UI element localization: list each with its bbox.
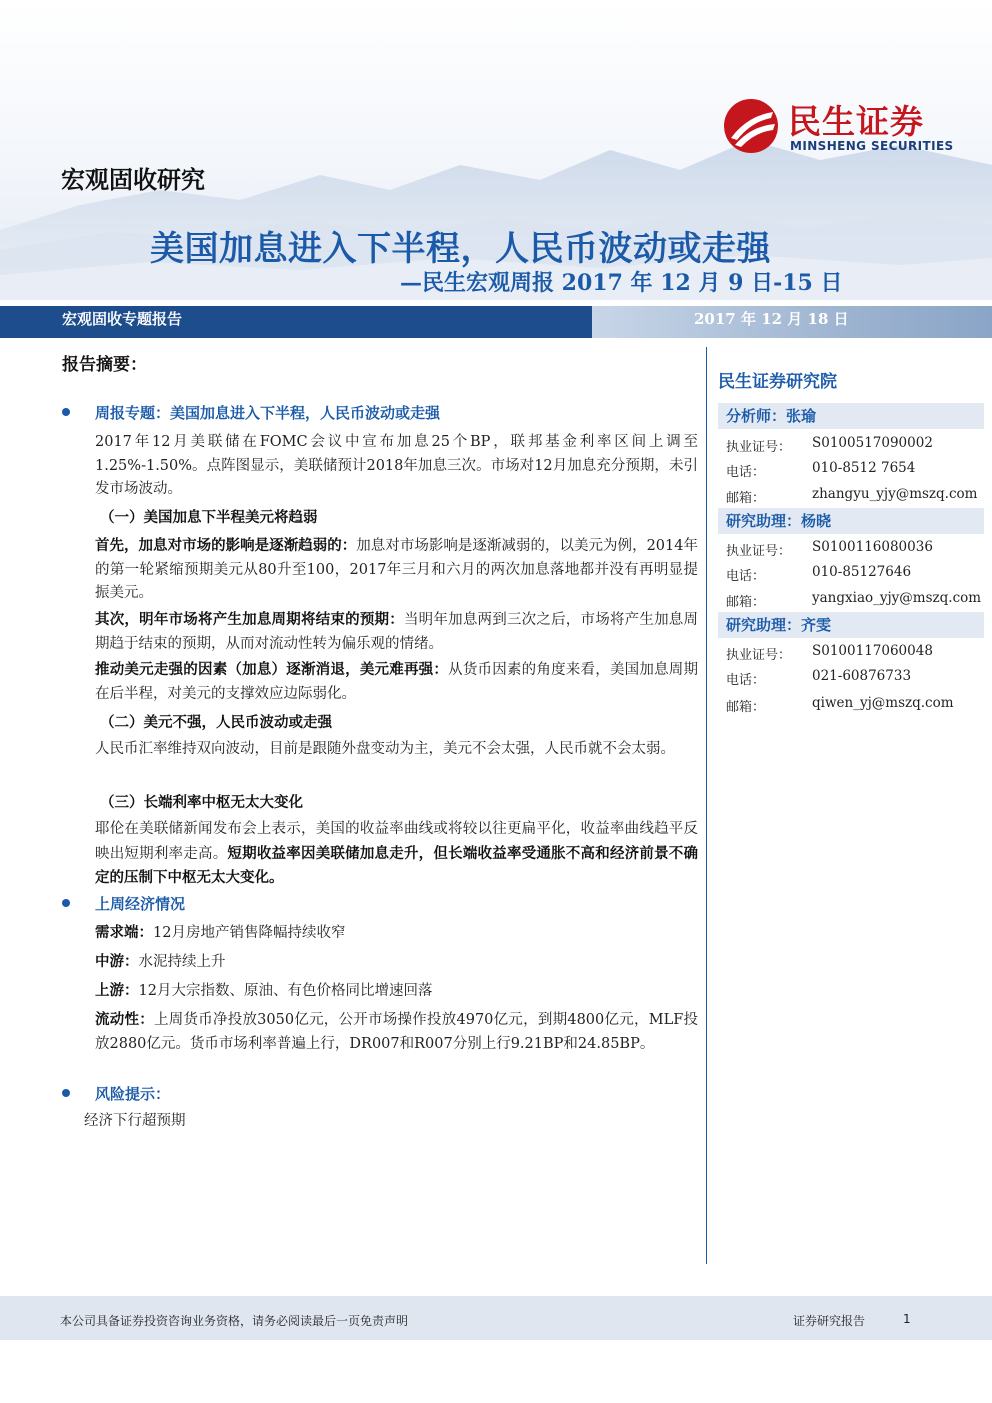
item-text: 上周货币净投放3050亿元，公开市场操作投放4970亿元，到期4800亿元，MLF投放2880亿元。货币市场利率普遍上行，DR007和R007分别上行9.21BP和24.85BP。	[95, 1012, 699, 1052]
report-type: 宏观固收专题报告	[62, 310, 183, 328]
contact-label: 邮箱：	[726, 491, 766, 506]
item-text: 12月房地产销售降幅持续收窄	[153, 925, 346, 941]
column-divider	[706, 347, 707, 1264]
page-number: 1	[903, 1312, 911, 1326]
paragraph	[95, 658, 698, 706]
contact-label: 执业证号：	[726, 544, 792, 559]
brand-name-en: MINSHENG SECURITIES	[790, 139, 954, 153]
paragraph-body: 从货币因素的角度来看，美国加息周期在后半程，对美元的支撑效应边际弱化。	[95, 662, 699, 702]
section-title: 上周经济情况	[95, 895, 186, 913]
footer-report-label: 证券研究报告	[793, 1314, 866, 1328]
paragraph	[95, 818, 698, 891]
minsheng-logo-icon	[723, 98, 779, 154]
analyst-name: 研究助理：齐雯	[726, 616, 832, 634]
section-title: 风险提示：	[95, 1085, 171, 1103]
bullet-icon	[62, 1089, 70, 1097]
contact-label: 邮箱：	[726, 700, 766, 715]
contact-label: 电话：	[726, 673, 766, 688]
item-label: 流动性：	[95, 1011, 154, 1028]
paragraph	[95, 608, 698, 656]
phone-number: 021-60876733	[812, 668, 912, 684]
bullet-icon	[62, 899, 70, 907]
email-link[interactable]: qiwen_yj@mszq.com	[812, 695, 954, 711]
footer-disclaimer: 本公司具备证券投资咨询业务资格，请务必阅读最后一页免责声明	[60, 1314, 409, 1328]
bullet-icon	[62, 408, 70, 416]
item-text: 水泥持续上升	[138, 954, 226, 970]
contact-label: 电话：	[726, 465, 766, 480]
item-label: 上游：	[95, 982, 139, 999]
risk-text: 经济下行超预期	[84, 1113, 186, 1129]
subheading: （三）长端利率中枢无太大变化	[100, 794, 303, 811]
contact-label: 邮箱：	[726, 595, 766, 610]
license-number: S0100116080036	[812, 539, 933, 555]
contact-label: 执业证号：	[726, 440, 792, 455]
license-number: S0100117060048	[812, 643, 933, 659]
analyst-name: 分析师：张瑜	[726, 407, 817, 425]
license-number: S0100517090002	[812, 435, 933, 451]
contact-label: 执业证号：	[726, 648, 792, 663]
email-link[interactable]: yangxiao_yjy@mszq.com	[812, 590, 982, 606]
section-title: 周报专题：美国加息进入下半程，人民币波动或走强	[95, 404, 441, 422]
phone-number: 010-85127646	[812, 564, 912, 580]
paragraph-body: 耶伦在美联储新闻发布会上表示，美国的收益率曲线或将较以往更扁平化，收益率曲线趋平反映出短期利率走高。	[95, 821, 698, 862]
report-date: 2017 年 12 月 18 日	[694, 310, 849, 328]
email-link[interactable]: zhangyu_yjy@mszq.com	[812, 486, 978, 502]
item-label: 中游：	[95, 953, 139, 970]
paragraph-lead: 首先，加息对市场的影响是逐渐趋弱的：	[95, 537, 357, 554]
paragraph-body: 加息对市场影响是逐渐减弱的，以美元为例，2014年的第一轮紧缩预期美元从80升至100，2017年三月和六月的两次加息落地都并没有再明显提振美元。	[95, 538, 699, 601]
paragraph-lead: 其次，明年市场将产生加息周期将结束的预期：	[95, 611, 404, 628]
list-item	[95, 979, 698, 1004]
report-subtitle: —民生宏观周报 2017 年 12 月 9 日-15 日	[400, 270, 843, 296]
report-title: 美国加息进入下半程，人民币波动或走强	[150, 229, 771, 269]
phone-number: 010-8512 7654	[812, 460, 916, 476]
item-label: 需求端：	[95, 924, 153, 941]
paragraph: 人民币汇率维持双向波动，目前是跟随外盘变动为主，美元不会太强，人民币就不会太弱。	[95, 741, 675, 757]
paragraph-lead: 推动美元走强的因素（加息）逐渐消退，美元难再强：	[95, 661, 449, 678]
section-intro: 2017年12月美联储在FOMC会议中宣布加息25个BP，联邦基金利率区间上调至1.25%-1.50%。点阵图显示，美联储预计2018年加息三次。市场对12月加息充分预期，未引发市场波动。	[95, 434, 698, 497]
paragraph	[95, 534, 698, 606]
list-item	[95, 921, 698, 946]
paragraph-emphasis: 短期收益率因美联储加息走升，但长端收益率受通胀不高和经济前景不确定的压制下中枢无太大变化。	[95, 844, 699, 886]
subheading: （二）美元不强，人民币波动或走强	[100, 714, 332, 731]
paragraph-body: 当明年加息两到三次之后，市场将产生加息周期趋于结束的预期，从而对流动性转为偏乐观的情绪。	[95, 612, 699, 652]
subheading: （一）美国加息下半程美元将趋弱	[100, 509, 318, 526]
list-item	[95, 1008, 698, 1056]
report-category: 宏观固收研究	[61, 166, 205, 194]
item-text: 12月大宗指数、原油、有色价格同比增速回落	[138, 983, 433, 999]
summary-heading: 报告摘要：	[62, 355, 147, 375]
contact-label: 电话：	[726, 569, 766, 584]
analyst-name: 研究助理：杨晓	[726, 512, 832, 530]
brand-name-cn: 民生证券	[788, 102, 924, 141]
institute-name: 民生证券研究院	[718, 372, 837, 392]
list-item	[95, 950, 698, 975]
